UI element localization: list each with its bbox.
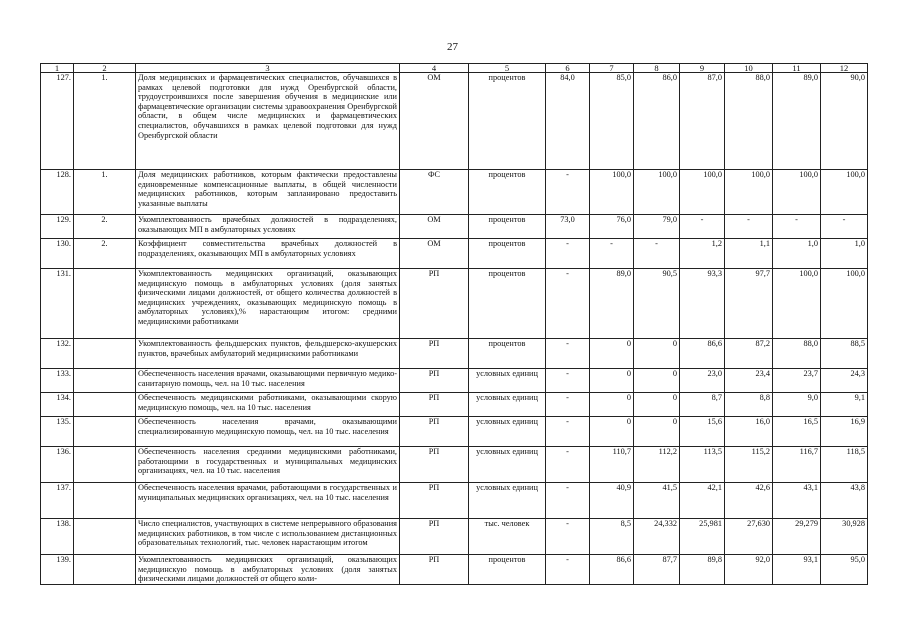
value-cell: - (546, 393, 590, 417)
indicator-name: Обеспеченность населения врачами, оказывающими специализированную медицинскую помощь, чел. на 10 тыс. населения (136, 417, 400, 447)
unit: тыс. человек (469, 519, 546, 555)
header-cell: 3 (136, 64, 400, 73)
value-cell: 100,0 (634, 170, 680, 215)
value-cell: 110,7 (590, 447, 634, 483)
table-row (41, 519, 868, 555)
row-number: 134. (41, 393, 74, 417)
value-cell: 9,0 (773, 393, 821, 417)
value-cell: 73,0 (546, 215, 590, 239)
row-level (74, 447, 136, 483)
unit: условных единиц (469, 393, 546, 417)
value-cell: - (634, 239, 680, 269)
value-cell: 16,5 (773, 417, 821, 447)
indicator-name: Число специалистов, участвующих в системе непрерывного образования медицинских работников, в том числе с использованием дистанционных образовательных технологий, тыс. человек нарастающим итогом (136, 519, 400, 555)
value-cell: - (546, 369, 590, 393)
value-cell: 42,1 (680, 483, 725, 519)
indicator-name: Коэффициент совместительства врачебных должностей в подразделениях, оказывающих МП в амбулаторных условиях (136, 239, 400, 269)
value-cell: 8,8 (725, 393, 773, 417)
indicator-name: Укомплектованность фельдшерских пунктов, фельдшерско-акушерских пунктов, врачебных амбулаторий медицинскими работниками (136, 339, 400, 369)
value-cell: 9,1 (821, 393, 868, 417)
table-row (41, 339, 868, 369)
value-cell: 97,7 (725, 269, 773, 339)
value-cell: 29,279 (773, 519, 821, 555)
table-row (41, 555, 868, 585)
table-row (41, 369, 868, 393)
header-cell: 2 (74, 64, 136, 73)
value-cell: 0 (634, 369, 680, 393)
value-cell: - (546, 519, 590, 555)
value-cell: 1,0 (821, 239, 868, 269)
value-cell: 85,0 (590, 73, 634, 170)
table-row (41, 417, 868, 447)
header-cell: 11 (773, 64, 821, 73)
value-cell: 118,5 (821, 447, 868, 483)
value-cell: 0 (590, 369, 634, 393)
data-source: РП (400, 269, 469, 339)
data-source: ОМ (400, 215, 469, 239)
value-cell: 42,6 (725, 483, 773, 519)
value-cell: - (590, 239, 634, 269)
header-cell: 7 (590, 64, 634, 73)
indicator-name: Укомплектованность врачебных должностей в подразделениях, оказывающих МП в амбулаторных условиях (136, 215, 400, 239)
value-cell: 87,0 (680, 73, 725, 170)
unit: условных единиц (469, 417, 546, 447)
data-source: ОМ (400, 73, 469, 170)
value-cell: - (546, 447, 590, 483)
value-cell: 43,1 (773, 483, 821, 519)
row-number: 131. (41, 269, 74, 339)
value-cell: 90,5 (634, 269, 680, 339)
value-cell: - (546, 239, 590, 269)
table-header-row (41, 64, 868, 73)
value-cell: 16,0 (725, 417, 773, 447)
value-cell: 112,2 (634, 447, 680, 483)
row-number: 128. (41, 170, 74, 215)
value-cell: 86,6 (680, 339, 725, 369)
value-cell: 0 (634, 339, 680, 369)
indicator-name: Укомплектованность медицинских организаций, оказывающих медицинскую помощь в амбулаторных условиях (доля занятых физическими лицами должностей от общего коли- (136, 555, 400, 585)
unit: процентов (469, 339, 546, 369)
value-cell: 0 (590, 339, 634, 369)
data-source: ФС (400, 170, 469, 215)
table-row (41, 170, 868, 215)
data-source: ОМ (400, 239, 469, 269)
table-row (41, 269, 868, 339)
value-cell: 0 (634, 393, 680, 417)
value-cell: - (546, 555, 590, 585)
unit: условных единиц (469, 483, 546, 519)
value-cell: 1,1 (725, 239, 773, 269)
data-source: РП (400, 369, 469, 393)
indicator-name: Укомплектованность медицинских организаций, оказывающих медицинскую помощь в амбулаторных условиях (доля занятых физическими лицами должностей, от общего количества должностей в медицинских учреждениях, оказывающих медицинскую помощь в амбулаторных условиях),% нарастающим итогом: средними медицинскими работниками (136, 269, 400, 339)
data-source: РП (400, 555, 469, 585)
value-cell: 86,0 (634, 73, 680, 170)
row-number: 132. (41, 339, 74, 369)
unit: условных единиц (469, 447, 546, 483)
indicator-name: Доля медицинских работников, которым фактически предоставлены единовременные компенсационные выплаты, в общей численности медицинских работников, которым запланировано предоставить указанные выплаты (136, 170, 400, 215)
value-cell: 0 (634, 417, 680, 447)
value-cell: 41,5 (634, 483, 680, 519)
value-cell: 116,7 (773, 447, 821, 483)
row-number: 136. (41, 447, 74, 483)
value-cell: - (546, 339, 590, 369)
value-cell: 88,0 (773, 339, 821, 369)
table-row (41, 393, 868, 417)
row-level (74, 519, 136, 555)
header-cell: 4 (400, 64, 469, 73)
value-cell: 93,1 (773, 555, 821, 585)
header-cell: 9 (680, 64, 725, 73)
value-cell: 79,0 (634, 215, 680, 239)
row-level: 1. (74, 73, 136, 170)
row-number: 130. (41, 239, 74, 269)
unit: процентов (469, 239, 546, 269)
value-cell: 88,0 (725, 73, 773, 170)
header-cell: 6 (546, 64, 590, 73)
value-cell: 30,928 (821, 519, 868, 555)
value-cell: 92,0 (725, 555, 773, 585)
indicator-name: Обеспеченность населения средними медицинскими работниками, работающими в государственных и муниципальных медицинских организациях, чел. на 10 тыс. населения (136, 447, 400, 483)
row-number: 139. (41, 555, 74, 585)
row-level (74, 417, 136, 447)
value-cell: 88,5 (821, 339, 868, 369)
indicator-name: Доля медицинских и фармацевтических специалистов, обучавшихся в рамках целевой подготовки для нужд Оренбургской области, трудоустроившихся после завершения обучения в медицинские или фармацевтические организации системы здравоохранения Оренбургской области, в общем числе медицинских и фармацевтических специалистов, обучавшихся в рамках целевой подготовки для нужд Оренбургской области (136, 73, 400, 170)
row-level (74, 339, 136, 369)
table-row (41, 215, 868, 239)
unit: процентов (469, 215, 546, 239)
table-row (41, 447, 868, 483)
row-number: 135. (41, 417, 74, 447)
header-cell: 10 (725, 64, 773, 73)
data-source: РП (400, 447, 469, 483)
value-cell: 23,7 (773, 369, 821, 393)
data-source: РП (400, 339, 469, 369)
value-cell: 115,2 (725, 447, 773, 483)
row-number: 127. (41, 73, 74, 170)
table-row (41, 73, 868, 170)
value-cell: - (725, 215, 773, 239)
value-cell: 23,4 (725, 369, 773, 393)
header-cell: 1 (41, 64, 74, 73)
value-cell: 100,0 (680, 170, 725, 215)
header-cell: 5 (469, 64, 546, 73)
header-cell: 12 (821, 64, 868, 73)
value-cell: 24,3 (821, 369, 868, 393)
value-cell: 89,8 (680, 555, 725, 585)
data-source: РП (400, 519, 469, 555)
value-cell: - (546, 483, 590, 519)
value-cell: 87,2 (725, 339, 773, 369)
row-level: 2. (74, 239, 136, 269)
value-cell: 89,0 (773, 73, 821, 170)
value-cell: 100,0 (821, 170, 868, 215)
value-cell: 16,9 (821, 417, 868, 447)
page-number: 27 (447, 41, 458, 53)
row-number: 137. (41, 483, 74, 519)
value-cell: 15,6 (680, 417, 725, 447)
value-cell: 100,0 (821, 269, 868, 339)
unit: процентов (469, 269, 546, 339)
value-cell: 8,5 (590, 519, 634, 555)
value-cell: 90,0 (821, 73, 868, 170)
value-cell: - (821, 215, 868, 239)
row-level (74, 483, 136, 519)
value-cell: 100,0 (773, 269, 821, 339)
value-cell: 0 (590, 417, 634, 447)
data-source: РП (400, 393, 469, 417)
value-cell: 1,2 (680, 239, 725, 269)
value-cell: 23,0 (680, 369, 725, 393)
row-level: 1. (74, 170, 136, 215)
row-level (74, 269, 136, 339)
row-level (74, 393, 136, 417)
value-cell: 95,0 (821, 555, 868, 585)
value-cell: 25,981 (680, 519, 725, 555)
value-cell: 84,0 (546, 73, 590, 170)
data-source: РП (400, 417, 469, 447)
row-number: 133. (41, 369, 74, 393)
row-level: 2. (74, 215, 136, 239)
value-cell: - (546, 170, 590, 215)
value-cell: 1,0 (773, 239, 821, 269)
value-cell: 100,0 (590, 170, 634, 215)
row-number: 138. (41, 519, 74, 555)
value-cell: 24,332 (634, 519, 680, 555)
indicator-name: Обеспеченность населения врачами, работающими в государственных и муниципальных медицинских организациях, чел. на 10 тыс. населения (136, 483, 400, 519)
data-source: РП (400, 483, 469, 519)
value-cell: 100,0 (725, 170, 773, 215)
value-cell: 89,0 (590, 269, 634, 339)
value-cell: 76,0 (590, 215, 634, 239)
unit: процентов (469, 555, 546, 585)
row-level (74, 369, 136, 393)
row-level (74, 555, 136, 585)
value-cell: 93,3 (680, 269, 725, 339)
value-cell: 86,6 (590, 555, 634, 585)
indicators-table (40, 63, 868, 585)
value-cell: 43,8 (821, 483, 868, 519)
value-cell: 0 (590, 393, 634, 417)
value-cell: 40,9 (590, 483, 634, 519)
indicator-name: Обеспеченность медицинскими работниками, оказывающими скорую медицинскую помощь, чел. на 10 тыс. населения (136, 393, 400, 417)
value-cell: - (546, 417, 590, 447)
value-cell: 8,7 (680, 393, 725, 417)
value-cell: 100,0 (773, 170, 821, 215)
value-cell: - (546, 269, 590, 339)
unit: процентов (469, 73, 546, 170)
table-row (41, 239, 868, 269)
value-cell: 113,5 (680, 447, 725, 483)
table-row (41, 483, 868, 519)
row-number: 129. (41, 215, 74, 239)
value-cell: 87,7 (634, 555, 680, 585)
unit: условных единиц (469, 369, 546, 393)
value-cell: - (773, 215, 821, 239)
value-cell: - (680, 215, 725, 239)
unit: процентов (469, 170, 546, 215)
header-cell: 8 (634, 64, 680, 73)
value-cell: 27,630 (725, 519, 773, 555)
indicator-name: Обеспеченность населения врачами, оказывающими первичную медико-санитарную помощь, чел. на 10 тыс. населения (136, 369, 400, 393)
